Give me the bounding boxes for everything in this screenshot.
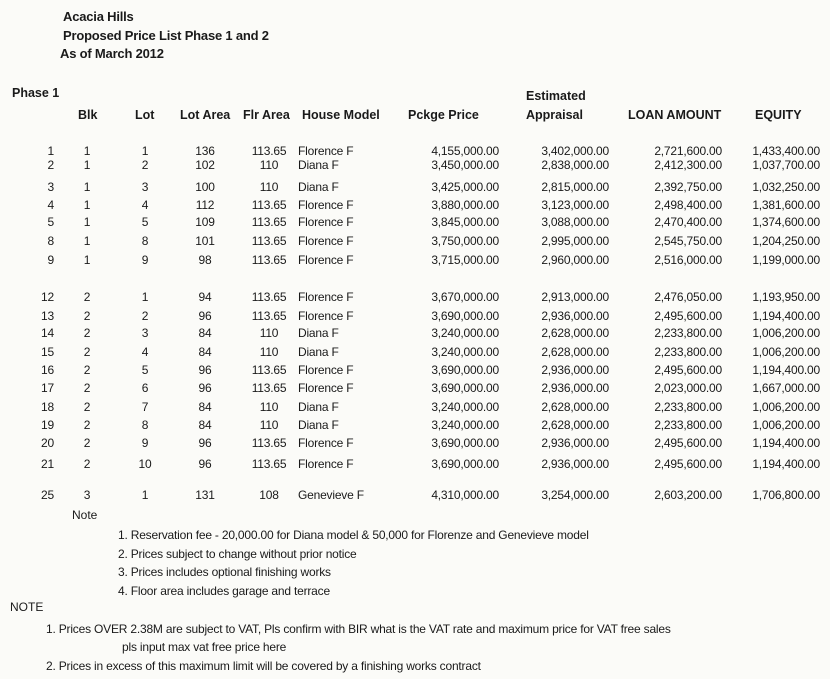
cell-pckge-price: 3,715,000.00 [431, 253, 499, 267]
cell-loan-amount: 2,233,800.00 [654, 418, 722, 432]
cell-equity: 1,006,200.00 [752, 326, 820, 340]
document-title: Proposed Price List Phase 1 and 2 [63, 28, 269, 43]
cell-house-model: Diana F [298, 326, 339, 340]
cell-equity: 1,433,400.00 [752, 144, 820, 158]
cell-pckge-price: 3,690,000.00 [431, 457, 499, 471]
cell-appraisal: 2,628,000.00 [541, 400, 609, 414]
cell-no: 8 [47, 234, 54, 248]
cell-loan-amount: 2,603,200.00 [654, 488, 722, 502]
cell-lot: 9 [141, 253, 149, 267]
cell-flr-area: 110 [259, 345, 279, 359]
cell-appraisal: 2,936,000.00 [541, 363, 609, 377]
cell-lot-area: 96 [198, 436, 212, 450]
cell-blk: 2 [83, 345, 91, 359]
cell-equity: 1,006,200.00 [752, 345, 820, 359]
cell-pckge-price: 3,845,000.00 [431, 215, 499, 229]
cell-no: 19 [41, 418, 54, 432]
cell-equity: 1,199,000.00 [752, 253, 820, 267]
cell-pckge-price: 3,670,000.00 [431, 290, 499, 304]
cell-flr-area: 110 [259, 326, 279, 340]
cell-flr-area: 113.65 [251, 198, 287, 212]
cell-lot-area: 131 [195, 488, 215, 502]
cell-appraisal: 2,815,000.00 [541, 180, 609, 194]
cell-lot: 2 [141, 158, 149, 172]
cell-lot-area: 84 [198, 326, 212, 340]
cell-loan-amount: 2,545,750.00 [654, 234, 722, 248]
cell-house-model: Florence F [298, 309, 354, 323]
cell-equity: 1,194,400.00 [752, 309, 820, 323]
cell-loan-amount: 2,495,600.00 [654, 457, 722, 471]
cell-house-model: Florence F [298, 198, 354, 212]
cell-appraisal: 2,913,000.00 [541, 290, 609, 304]
as-of-date: As of March 2012 [60, 46, 164, 61]
cell-flr-area: 113.65 [251, 253, 287, 267]
cell-no: 4 [47, 198, 54, 212]
cell-flr-area: 108 [259, 488, 279, 502]
cell-lot: 2 [141, 309, 149, 323]
cell-lot: 4 [141, 198, 149, 212]
cell-loan-amount: 2,476,050.00 [654, 290, 722, 304]
cell-lot: 3 [141, 326, 149, 340]
cell-appraisal: 2,628,000.00 [541, 345, 609, 359]
cell-no: 2 [47, 158, 54, 172]
cell-appraisal: 2,960,000.00 [541, 253, 609, 267]
cell-equity: 1,006,200.00 [752, 400, 820, 414]
cell-pckge-price: 3,240,000.00 [431, 418, 499, 432]
cell-lot-area: 84 [198, 345, 212, 359]
col-estimated: Estimated [526, 89, 586, 103]
cell-equity: 1,381,600.00 [752, 198, 820, 212]
cell-pckge-price: 3,880,000.00 [431, 198, 499, 212]
cell-lot: 9 [141, 436, 149, 450]
cell-lot: 5 [141, 363, 149, 377]
cell-blk: 1 [83, 144, 91, 158]
cell-pckge-price: 3,425,000.00 [431, 180, 499, 194]
cell-equity: 1,667,000.00 [752, 381, 820, 395]
cell-no: 15 [41, 345, 54, 359]
cell-equity: 1,204,250.00 [752, 234, 820, 248]
cell-equity: 1,374,600.00 [752, 215, 820, 229]
cell-lot: 7 [141, 400, 149, 414]
cell-no: 13 [41, 309, 54, 323]
main-note-label: NOTE [10, 600, 44, 614]
cell-loan-amount: 2,470,400.00 [654, 215, 722, 229]
cell-equity: 1,194,400.00 [752, 436, 820, 450]
project-name: Acacia Hills [63, 9, 134, 24]
cell-blk: 3 [83, 488, 91, 502]
cell-house-model: Diana F [298, 180, 339, 194]
cell-lot: 8 [141, 418, 149, 432]
col-equity: EQUITY [755, 108, 802, 122]
cell-lot: 6 [141, 381, 149, 395]
cell-lot: 3 [141, 180, 149, 194]
cell-flr-area: 110 [259, 180, 279, 194]
cell-blk: 1 [83, 180, 91, 194]
cell-house-model: Florence F [298, 253, 354, 267]
cell-lot: 1 [141, 290, 149, 304]
cell-appraisal: 3,123,000.00 [541, 198, 609, 212]
cell-flr-area: 113.65 [251, 436, 287, 450]
cell-blk: 1 [83, 215, 91, 229]
note-item: 2. Prices subject to change without prior notice [118, 547, 357, 561]
cell-appraisal: 2,936,000.00 [541, 436, 609, 450]
cell-loan-amount: 2,233,800.00 [654, 345, 722, 359]
cell-loan-amount: 2,023,000.00 [654, 381, 722, 395]
col-blk: Blk [78, 108, 98, 122]
cell-appraisal: 2,936,000.00 [541, 381, 609, 395]
cell-lot-area: 84 [198, 400, 212, 414]
col-flr-area: Flr Area [243, 108, 290, 122]
cell-appraisal: 2,936,000.00 [541, 309, 609, 323]
cell-lot-area: 98 [198, 253, 212, 267]
cell-equity: 1,194,400.00 [752, 457, 820, 471]
cell-house-model: Florence F [298, 215, 354, 229]
cell-lot-area: 112 [195, 198, 215, 212]
col-pckge-price: Pckge Price [408, 108, 479, 122]
cell-pckge-price: 4,310,000.00 [431, 488, 499, 502]
cell-pckge-price: 3,750,000.00 [431, 234, 499, 248]
note-item: 1. Reservation fee - 20,000.00 for Diana model & 50,000 for Florenze and Genevieve model [118, 528, 589, 542]
cell-house-model: Diana F [298, 400, 339, 414]
cell-equity: 1,032,250.00 [752, 180, 820, 194]
cell-lot-area: 84 [198, 418, 212, 432]
cell-lot: 1 [141, 488, 149, 502]
cell-blk: 2 [83, 290, 91, 304]
cell-pckge-price: 3,240,000.00 [431, 326, 499, 340]
cell-lot: 8 [141, 234, 149, 248]
cell-flr-area: 113.65 [251, 144, 287, 158]
cell-appraisal: 2,838,000.00 [541, 158, 609, 172]
cell-lot-area: 94 [198, 290, 212, 304]
cell-blk: 1 [83, 234, 91, 248]
cell-lot-area: 100 [195, 180, 215, 194]
cell-house-model: Florence F [298, 457, 354, 471]
cell-flr-area: 113.65 [251, 215, 287, 229]
cell-pckge-price: 3,690,000.00 [431, 363, 499, 377]
cell-blk: 2 [83, 363, 91, 377]
cell-house-model: Florence F [298, 436, 354, 450]
cell-pckge-price: 3,240,000.00 [431, 400, 499, 414]
cell-house-model: Florence F [298, 363, 354, 377]
cell-lot-area: 102 [195, 158, 215, 172]
col-appraisal: Appraisal [526, 108, 583, 122]
cell-no: 25 [41, 488, 54, 502]
cell-loan-amount: 2,495,600.00 [654, 309, 722, 323]
cell-pckge-price: 3,450,000.00 [431, 158, 499, 172]
cell-blk: 2 [83, 400, 91, 414]
cell-flr-area: 113.65 [251, 290, 287, 304]
cell-pckge-price: 3,690,000.00 [431, 381, 499, 395]
cell-flr-area: 113.65 [251, 309, 287, 323]
cell-blk: 2 [83, 381, 91, 395]
cell-blk: 2 [83, 436, 91, 450]
cell-house-model: Florence F [298, 381, 354, 395]
cell-lot-area: 96 [198, 381, 212, 395]
cell-loan-amount: 2,392,750.00 [654, 180, 722, 194]
cell-lot-area: 96 [198, 363, 212, 377]
col-loan-amount: LOAN AMOUNT [628, 108, 722, 122]
cell-pckge-price: 4,155,000.00 [431, 144, 499, 158]
cell-house-model: Diana F [298, 345, 339, 359]
cell-loan-amount: 2,498,400.00 [654, 198, 722, 212]
cell-lot-area: 136 [195, 144, 215, 158]
cell-house-model: Genevieve F [298, 488, 364, 502]
cell-no: 1 [47, 144, 54, 158]
cell-loan-amount: 2,495,600.00 [654, 436, 722, 450]
cell-lot: 10 [138, 457, 152, 471]
cell-house-model: Florence F [298, 234, 354, 248]
cell-loan-amount: 2,233,800.00 [654, 326, 722, 340]
cell-pckge-price: 3,690,000.00 [431, 436, 499, 450]
cell-loan-amount: 2,412,300.00 [654, 158, 722, 172]
cell-equity: 1,193,950.00 [752, 290, 820, 304]
cell-blk: 1 [83, 253, 91, 267]
note-item: 4. Floor area includes garage and terrace [118, 584, 330, 598]
cell-house-model: Florence F [298, 144, 354, 158]
cell-blk: 1 [83, 158, 91, 172]
note-item: 3. Prices includes optional finishing works [118, 565, 331, 579]
cell-lot: 1 [141, 144, 149, 158]
cell-appraisal: 2,995,000.00 [541, 234, 609, 248]
cell-no: 14 [41, 326, 54, 340]
phase-label: Phase 1 [12, 86, 60, 100]
cell-loan-amount: 2,516,000.00 [654, 253, 722, 267]
cell-blk: 2 [83, 326, 91, 340]
cell-lot-area: 96 [198, 309, 212, 323]
cell-no: 3 [47, 180, 54, 194]
cell-no: 17 [41, 381, 54, 395]
cell-equity: 1,706,800.00 [752, 488, 820, 502]
cell-blk: 2 [83, 309, 91, 323]
cell-lot-area: 109 [195, 215, 215, 229]
cell-no: 21 [41, 457, 54, 471]
cell-flr-area: 113.65 [251, 363, 287, 377]
cell-no: 9 [47, 253, 54, 267]
cell-flr-area: 110 [259, 418, 279, 432]
cell-house-model: Diana F [298, 418, 339, 432]
cell-appraisal: 3,088,000.00 [541, 215, 609, 229]
col-lot-area: Lot Area [180, 108, 231, 122]
cell-flr-area: 113.65 [251, 234, 287, 248]
cell-lot: 4 [141, 345, 149, 359]
cell-pckge-price: 3,240,000.00 [431, 345, 499, 359]
cell-appraisal: 2,936,000.00 [541, 457, 609, 471]
cell-appraisal: 2,628,000.00 [541, 418, 609, 432]
cell-no: 5 [47, 215, 54, 229]
cell-lot-area: 96 [198, 457, 212, 471]
cell-flr-area: 113.65 [251, 381, 287, 395]
cell-loan-amount: 2,233,800.00 [654, 400, 722, 414]
cell-no: 20 [41, 436, 54, 450]
cell-blk: 2 [83, 418, 91, 432]
cell-no: 12 [41, 290, 54, 304]
cell-lot-area: 101 [195, 234, 215, 248]
col-lot: Lot [135, 108, 155, 122]
cell-equity: 1,037,700.00 [752, 158, 820, 172]
cell-flr-area: 110 [259, 400, 279, 414]
cell-pckge-price: 3,690,000.00 [431, 309, 499, 323]
main-note-item: 2. Prices in excess of this maximum limit will be covered by a finishing works contract [46, 659, 481, 673]
cell-appraisal: 3,402,000.00 [541, 144, 609, 158]
cell-loan-amount: 2,495,600.00 [654, 363, 722, 377]
main-note-item: pls input max vat free price here [122, 640, 287, 654]
cell-lot: 5 [141, 215, 149, 229]
note-label: Note [72, 508, 98, 522]
cell-appraisal: 2,628,000.00 [541, 326, 609, 340]
cell-blk: 2 [83, 457, 91, 471]
cell-no: 18 [41, 400, 54, 414]
cell-blk: 1 [83, 198, 91, 212]
cell-house-model: Florence F [298, 290, 354, 304]
cell-house-model: Diana F [298, 158, 339, 172]
col-house-model: House Model [302, 108, 380, 122]
cell-flr-area: 113.65 [251, 457, 287, 471]
main-note-item: 1. Prices OVER 2.38M are subject to VAT, Pls confirm with BIR what is the VAT rate and maximum price for VAT free sales [46, 622, 671, 636]
cell-appraisal: 3,254,000.00 [541, 488, 609, 502]
cell-loan-amount: 2,721,600.00 [654, 144, 722, 158]
cell-equity: 1,006,200.00 [752, 418, 820, 432]
cell-no: 16 [41, 363, 54, 377]
cell-equity: 1,194,400.00 [752, 363, 820, 377]
cell-flr-area: 110 [259, 158, 279, 172]
